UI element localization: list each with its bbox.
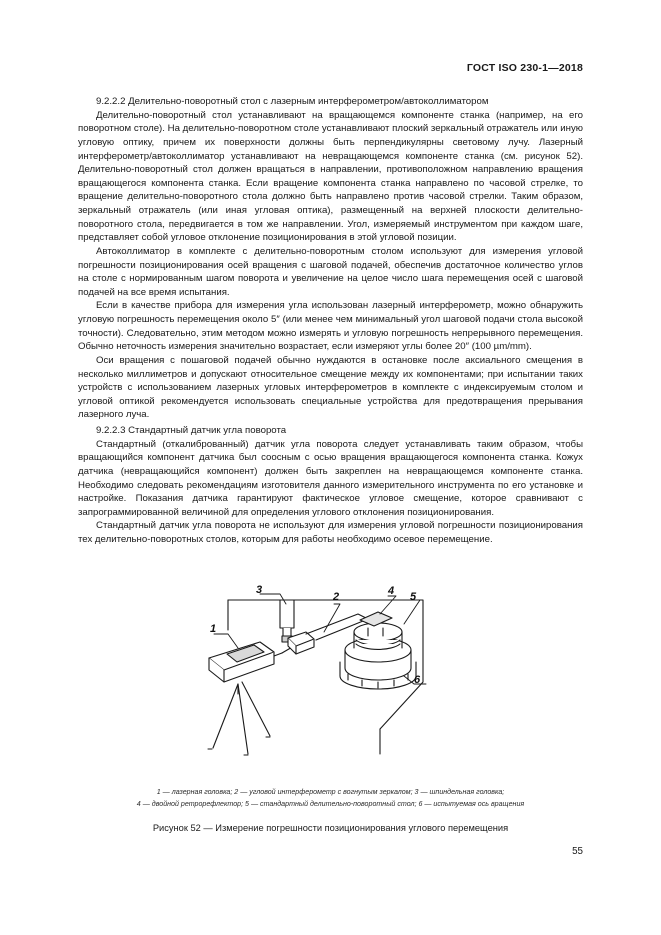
figure-label-2: 2 <box>333 591 340 603</box>
paragraph: Оси вращения с пошаговой подачей обычно нуждаются в остановке после аксиального смещения в несколько миллиметров и допускают относительное смещение между их компонентами; при испытании таких устройств с использованием лазерных угловых интерферометров в комплекте с индексируемым столом и угловой оптикой рекомендуется использовать специальные устройства для предотвращения прерывания лазерного луча. <box>78 354 583 421</box>
body-text <box>78 93 583 547</box>
paragraph: Автоколлиматор в комплекте с делительно-поворотным столом используют для измерения угловой погрешности позиционирования осей вращения с шаговой подачей, обеспечив достаточное количество углов на столе с нормированным шагом поворота и увеличение на целое число шага перемещения осей с шаговой подачей на все время испытания. <box>78 245 583 298</box>
section-heading: 9.2.2.2 Делительно-поворотный стол с лазерным интерферометром/автоколлиматором <box>96 96 489 107</box>
page-header: ГОСТ ISO 230-1—2018 <box>466 62 583 74</box>
paragraph: Если в качестве прибора для измерения угла использован лазерный интерферометр, можно обнаружить угловую погрешность перемещения около 5″ (или менее чем минимальный угол шаговой подачи стола высокой точности). Следовательно, этим методом можно измерять и угловую погрешность непрерывного перемещения. Обычно неточность измерения значительно возрастает, если измеряют углы более 20″ (100 µm/mm). <box>78 300 583 353</box>
paragraph: Стандартный (откалиброванный) датчик угла поворота следует устанавливать таким образом, чтобы вращающийся компонент датчика был соосным с осью вращения вращающегося компонента станка. Кожух датчика (невращающийся компонент) должен быть закреплен на невращающемся компоненте станка. Необходимо следовать рекомендациям изготовителя данного измерительного инструмента по его установке и настройке. Показания датчика гарантируют фактическое угловое смещение, которое сравнивают с запрограммированной величиной для определения углового отклонения позиционирования. <box>78 438 583 518</box>
section-heading: 9.2.2.3 Стандартный датчик угла поворота <box>96 425 287 436</box>
laser-head <box>209 642 282 682</box>
figure-label-4: 4 <box>388 585 395 597</box>
figure-drawing <box>78 584 583 770</box>
figure-label-1: 1 <box>210 623 217 635</box>
legend-line: 1 — лазерная головка; 2 — угловой интерферометр с вогнутым зеркалом; 3 — шпиндельная головка; <box>156 788 505 796</box>
rotary-table <box>345 612 411 680</box>
spindle-head <box>280 600 294 642</box>
figure-label-5: 5 <box>410 591 417 603</box>
figure-label-6: 6 <box>414 674 421 686</box>
page-number: 55 <box>572 846 583 857</box>
paragraph: Стандартный датчик угла поворота не используют для измерения угловой погрешности позиционирования тех делительно-поворотных столов, которым для работы необходимо осевое перемещение. <box>78 520 583 545</box>
figure-caption: Рисунок 52 — Измерение погрешности позиционирования углового перемещения <box>152 823 509 833</box>
legend-line: 4 — двойной ретрорефлектор; 5 — стандартный делительно-поворотный стол; 6 — испытуемая ось вращения <box>136 799 525 808</box>
paragraph: Делительно-поворотный стол устанавливают на вращающемся компоненте станка (например, на его поворотном столе). На делительно-поворотном столе устанавливают плоский зеркальный отражатель или иную угловую оптику, причем их поверхности должны быть перпендикулярны световому лучу. Лазерный интерферометр/автоколлиматор устанавливают на невращающемся компоненте станка (см. рисунок 52). Делительно-поворотный стол должен вращаться в направлении, противоположном направлению вращения вращающегося компонента станка. Если вращение компонента станка направлено по часовой стрелке, то вращение делительно-поворотного стола должно быть направлено против часовой стрелки. Таким образом, зеркальный отражатель (или иная угловая оптика), размещенный на верхней плоскости делительно-поворотного стола, передвигается в том же направлении. Угол, измеряемый инструментом при каждом шаге, представляет собой угловое отклонение позиционирования в этой угловой позиции. <box>78 109 583 244</box>
figure-legend <box>78 787 583 810</box>
figure-52 <box>78 584 583 770</box>
tripod <box>208 682 270 755</box>
figure-label-3: 3 <box>256 584 263 596</box>
